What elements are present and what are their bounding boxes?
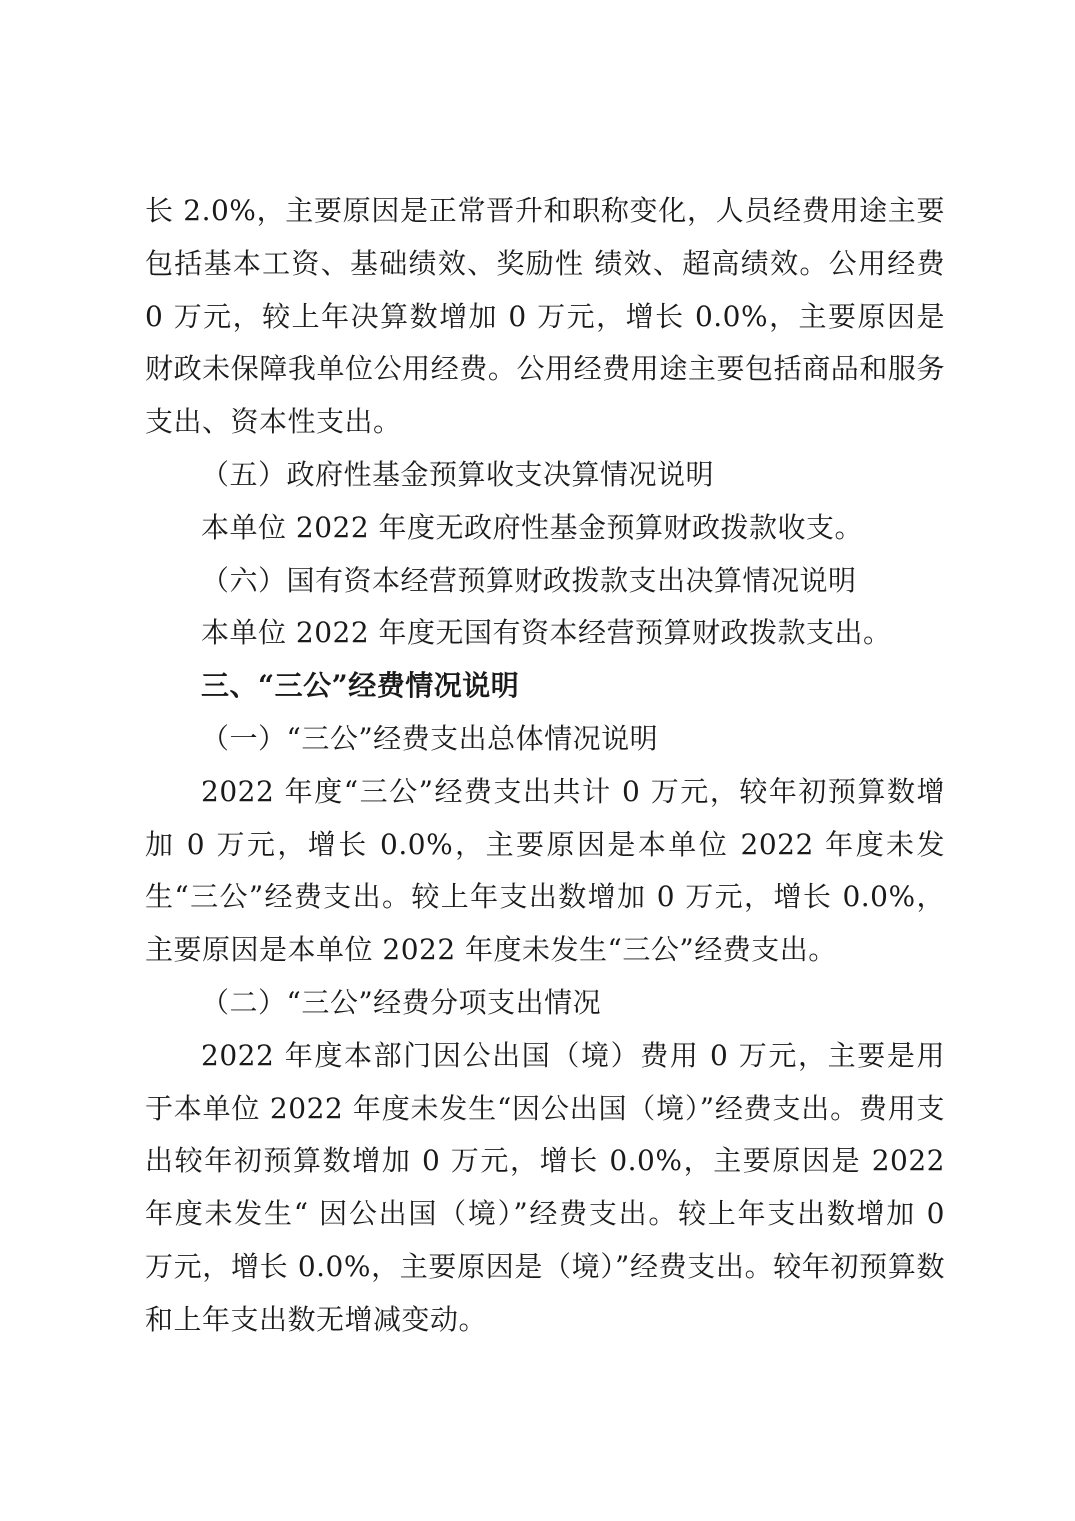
paragraph-personnel-expenses: 长 2.0%，主要原因是正常晋升和职称变化，人员经费用途主要包括基本工资、基础绩效、奖励性 绩效、超高绩效。公用经费 0 万元，较上年决算数增加 0 万元，增长 0.0%，主要原因是财政未保障我单位公用经费。公用经费用途主要包括商品和服务支出、资本性支出。 [145,194,945,439]
heading-three-public-itemized: （二）“三公”经费分项支出情况 [201,985,602,1019]
heading-three-public-overall: （一）“三公”经费支出总体情况说明 [201,721,659,755]
heading-state-capital-budget: （六）国有资本经营预算财政拨款支出决算情况说明 [201,563,857,597]
section-heading-three-public: 三、“三公”经费情况说明 [201,669,520,703]
paragraph-government-fund-budget: 本单位 2022 年度无政府性基金预算财政拨款收支。 [201,510,864,544]
paragraph-three-public-overall: 2022 年度“三公”经费支出共计 0 万元，较年初预算数增加 0 万元，增长 0.0%，主要原因是本单位 2022 年度未发生“三公”经费支出。较上年支出数增加 0 万元，增长 0.0%，主要原因是本单位 2022 年度未发生“三公”经费支出。 [145,774,945,967]
document-body [145,185,945,1347]
heading-government-fund-budget: （五）政府性基金预算收支决算情况说明 [201,457,715,491]
paragraph-overseas-travel: 2022 年度本部门因公出国（境）费用 0 万元，主要是用于本单位 2022 年度未发生“因公出国（境）”经费支出。费用支出较年初预算数增加 0 万元，增长 0.0%，主要原因是 2022 年度未发生“ 因公出国（境）”经费支出。较上年支出数增加 0 万元，增长 0.0%，主要原因是（境）”经费支出。较年初预算数和上年支出数无增减变动。 [145,1038,945,1336]
paragraph-state-capital-budget: 本单位 2022 年度无国有资本经营预算财政拨款支出。 [201,616,892,650]
